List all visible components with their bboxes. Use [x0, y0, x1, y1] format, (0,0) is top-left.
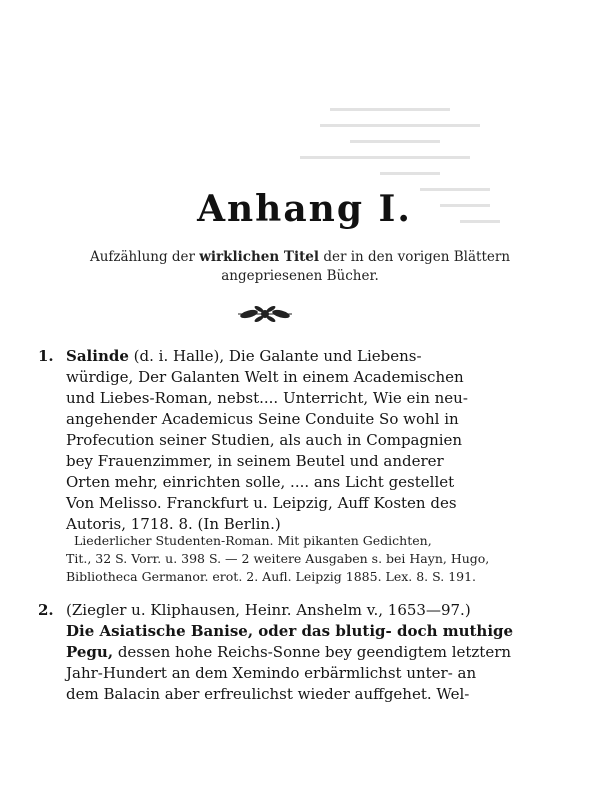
note-line: Liederlicher Studenten-Roman. Mit pikanten Gedichten, — [74, 533, 432, 548]
entry-line: (Ziegler u. Kliphausen, Heinr. Anshelm v., 1653—97.) — [66, 601, 471, 619]
note-line: Tit., 32 S. Vorr. u. 398 S. — 2 weitere Ausgaben s. bei Hayn, Hugo, — [66, 551, 490, 566]
entry-line: Die Asiatische Banise, oder das blutig- doch muthige — [66, 622, 514, 640]
entry-number: 1. — [38, 347, 54, 365]
entry-line-bold: Salinde — [66, 347, 129, 365]
note-line: Bibliotheca Germanor. erot. 2. Aufl. Leipzig 1885. Lex. 8. S. 191. — [66, 569, 477, 584]
entry-line: Profecution seiner Studien, als auch in Compagnien — [66, 431, 463, 449]
entry-line — [66, 346, 581, 367]
subtitle-line2: angepriesenen Bücher. — [221, 268, 379, 284]
entry-body — [66, 600, 581, 705]
entry-line: dem Balacin aber erfreulichst wieder auffgehet. Wel- — [66, 685, 470, 703]
entry-line: Jahr-Hundert an dem Xemindo erbärmlichst unter- an — [66, 664, 477, 682]
entry-line — [66, 642, 581, 663]
page-subtitle — [40, 248, 560, 286]
entry-line: angehender Academicus Seine Conduite So wohl in — [66, 410, 459, 428]
entry-line: Autoris, 1718. 8. (In Berlin.) — [66, 515, 281, 533]
subtitle-bold: wirklichen Titel — [199, 249, 320, 265]
entry-line: Von Melisso. Franckfurt u. Leipzig, Auff Kosten des — [66, 494, 457, 512]
entry-note — [66, 532, 581, 586]
entry-line-bold: Pegu, — [66, 643, 114, 661]
entry-line: bey Frauenzimmer, in seinem Beutel und anderer — [66, 452, 444, 470]
page-title: Anhang I. — [197, 188, 412, 230]
leaf-vignette-icon — [235, 302, 295, 326]
entry-body — [66, 346, 581, 535]
entry-line-text: dessen hohe Reichs-Sonne bey geendigtem letztern — [113, 643, 512, 661]
subtitle-prefix: Aufzählung der — [89, 249, 195, 265]
subtitle-suffix: der in den vorigen Blättern — [323, 249, 511, 265]
entry-line-text: (d. i. Halle), Die Galante und Liebens- — [128, 347, 422, 365]
entry-number: 2. — [38, 601, 54, 619]
entry-line: Orten mehr, einrichten solle, .... ans Licht gestellet — [66, 473, 455, 491]
entry-line: würdige, Der Galanten Welt in einem Academischen — [66, 368, 464, 386]
entry-line: und Liebes-Roman, nebst.... Unterricht, Wie ein neu- — [66, 389, 468, 407]
